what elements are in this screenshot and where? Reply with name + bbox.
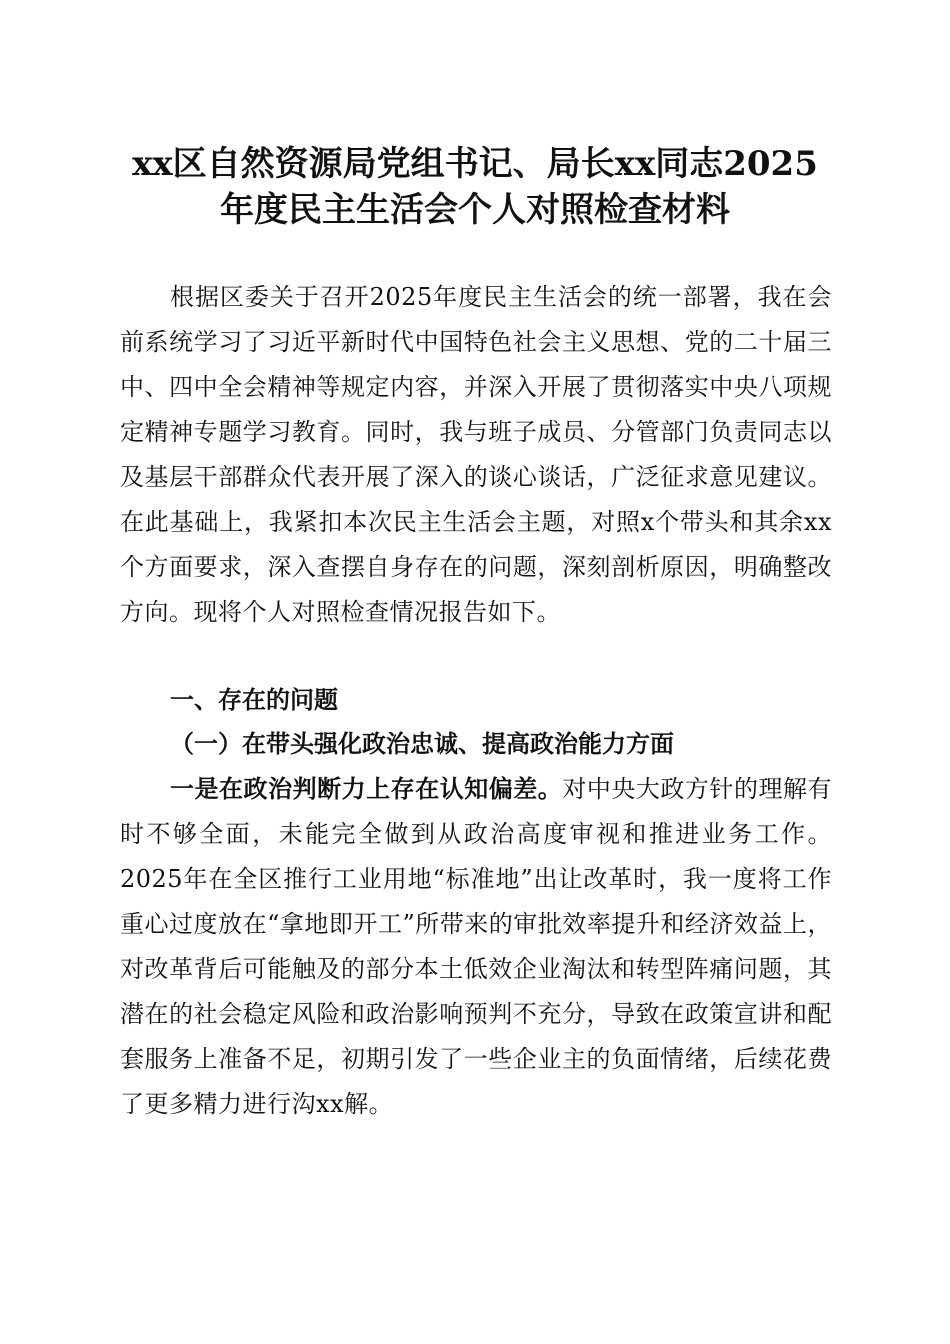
- subsection-heading: （一）在带头强化政治忠诚、提高政治能力方面: [170, 729, 674, 758]
- point-one-body: 对中央大政方针的理解有时不够全面，未能完全做到从政治高度审视和推进业务工作。2025年在全区推行工业用地“标准地”出让改革时，我一度将工作重心过度放在“拿地即开工”所带来的审批效率提升和经济效益上，对改革背后可能触及的部分本土低效企业淘汰和转型阵痛问题，其潜在的社会稳定风险和政治影响预判不充分，导致在政策宣讲和配套服务上准备不足，初期引发了一些企业主的负面情绪，后续花费了更多精力进行沟xx解。: [120, 775, 833, 1118]
- document-title-line-2: 年度民主生活会个人对照检查材料: [220, 190, 730, 230]
- intro-paragraph: 根据区委关于召开2025年度民主生活会的统一部署，我在会前系统学习了习近平新时代中国特色社会主义思想、党的二十届三中、四中全会精神等规定内容，并深入开展了贯彻落实中央八项规定精神专题学习教育。同时，我与班子成员、分管部门负责同志以及基层干部群众代表开展了深入的谈心谈话，广泛征求意见建议。在此基础上，我紧扣本次民主生活会主题，对照x个带头和其余xx个方面要求，深入查摆自身存在的问题，深刻剖析原因，明确整改方向。现将个人对照检查情况报告如下。: [120, 283, 832, 626]
- point-one-lead: 一是在政治判断力上存在认知偏差。: [170, 774, 563, 803]
- document-title-line-1: xx区自然资源局党组书记、局长xx同志2025: [132, 144, 818, 184]
- point-one-paragraph: [120, 766, 832, 1127]
- section-heading: 一、存在的问题: [170, 686, 338, 714]
